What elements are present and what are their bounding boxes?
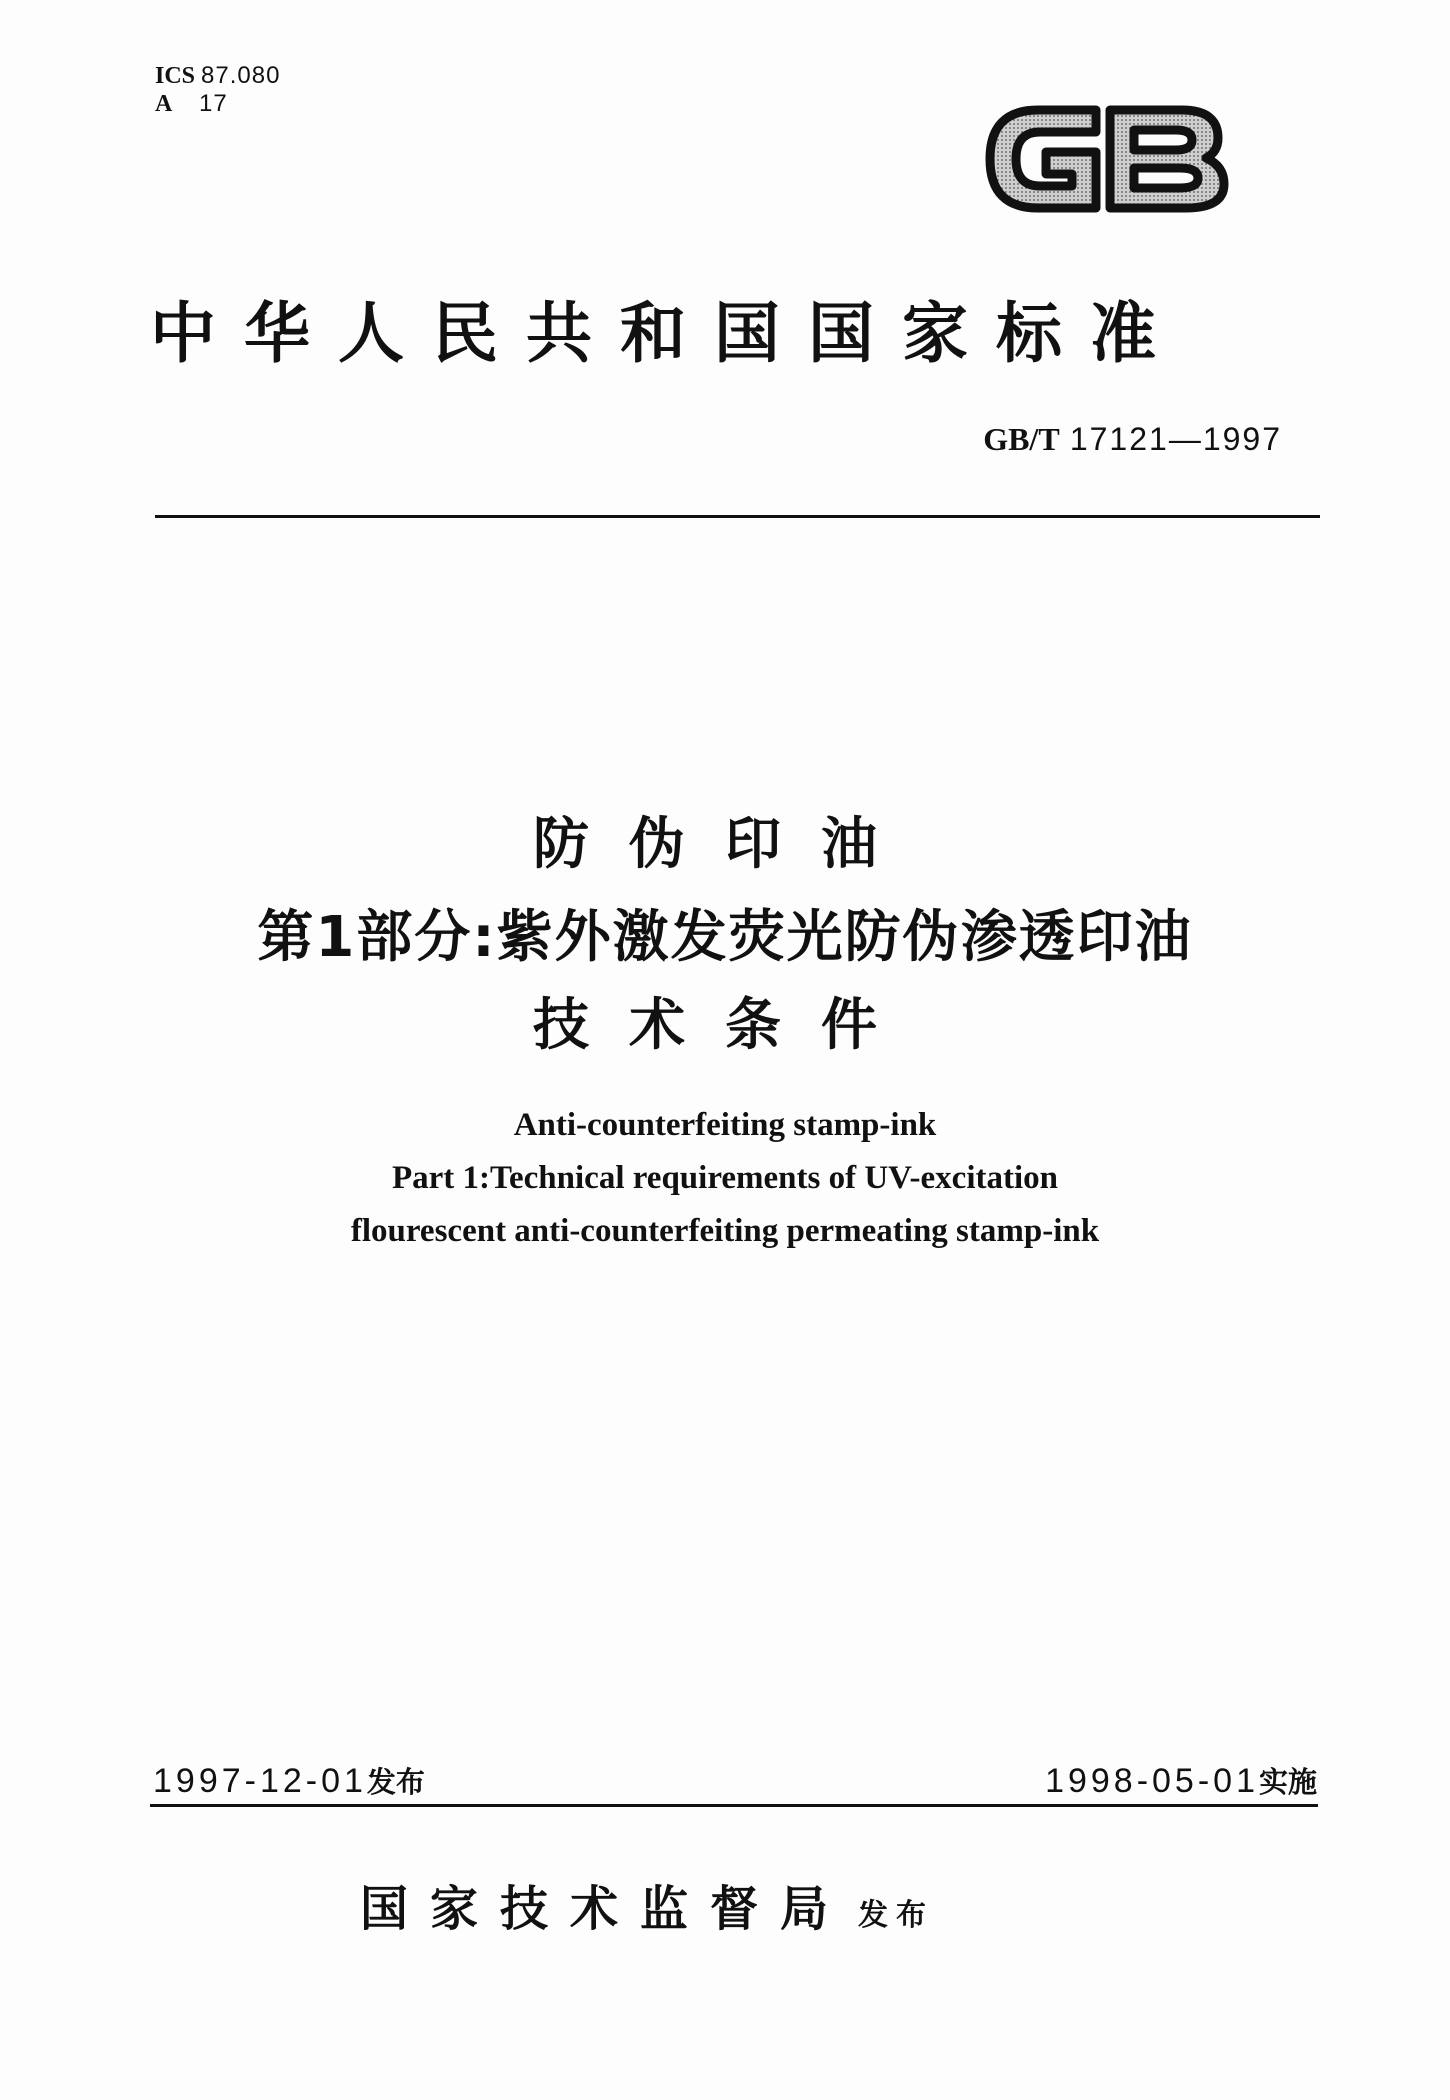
national-standard-title: 中华人民共和国国家标准 (150, 295, 1184, 372)
ics-code-line (155, 62, 280, 90)
bottom-divider (150, 1804, 1318, 1807)
standard-number-value: 17121—1997 (1069, 421, 1282, 457)
standard-number (983, 420, 1282, 458)
issuer-word: 发布 (858, 1898, 935, 1933)
ics-code: 87.080 (201, 62, 281, 89)
title-en-line-1: Anti-counterfeiting stamp-ink (513, 1107, 937, 1143)
ccs-label: A (155, 91, 172, 117)
title-zh-line-2: 第1部分:紫外激发荧光防伪渗透印油 (257, 905, 1193, 970)
title-en-line-2: Part 1:Technical requirements of UV-excitation (392, 1160, 1058, 1196)
issue-date (153, 1760, 425, 1801)
ics-label: ICS (155, 63, 196, 89)
ccs-code: 17 (199, 90, 228, 117)
standard-number-prefix: GB/T (983, 421, 1060, 457)
title-zh-line-1: 防伪印油 (533, 812, 917, 877)
issuing-authority (360, 1870, 934, 1939)
ccs-code-line (155, 90, 280, 118)
title-zh-line-3: 技术条件 (533, 993, 917, 1058)
effective-date-word: 实施 (1258, 1765, 1317, 1799)
issue-date-value: 1997-12-01 (153, 1762, 367, 1800)
classification-codes (155, 62, 280, 118)
top-divider (155, 515, 1320, 518)
title-en-line-3: flourescent anti-counterfeiting permeating stamp-ink (350, 1213, 1100, 1249)
issuer-name: 国家技术监督局 (360, 1881, 851, 1937)
issue-date-word: 发布 (366, 1765, 425, 1799)
gb-logo (968, 90, 1238, 228)
effective-date-value: 1998-05-01 (1045, 1762, 1259, 1800)
effective-date (1045, 1760, 1317, 1801)
